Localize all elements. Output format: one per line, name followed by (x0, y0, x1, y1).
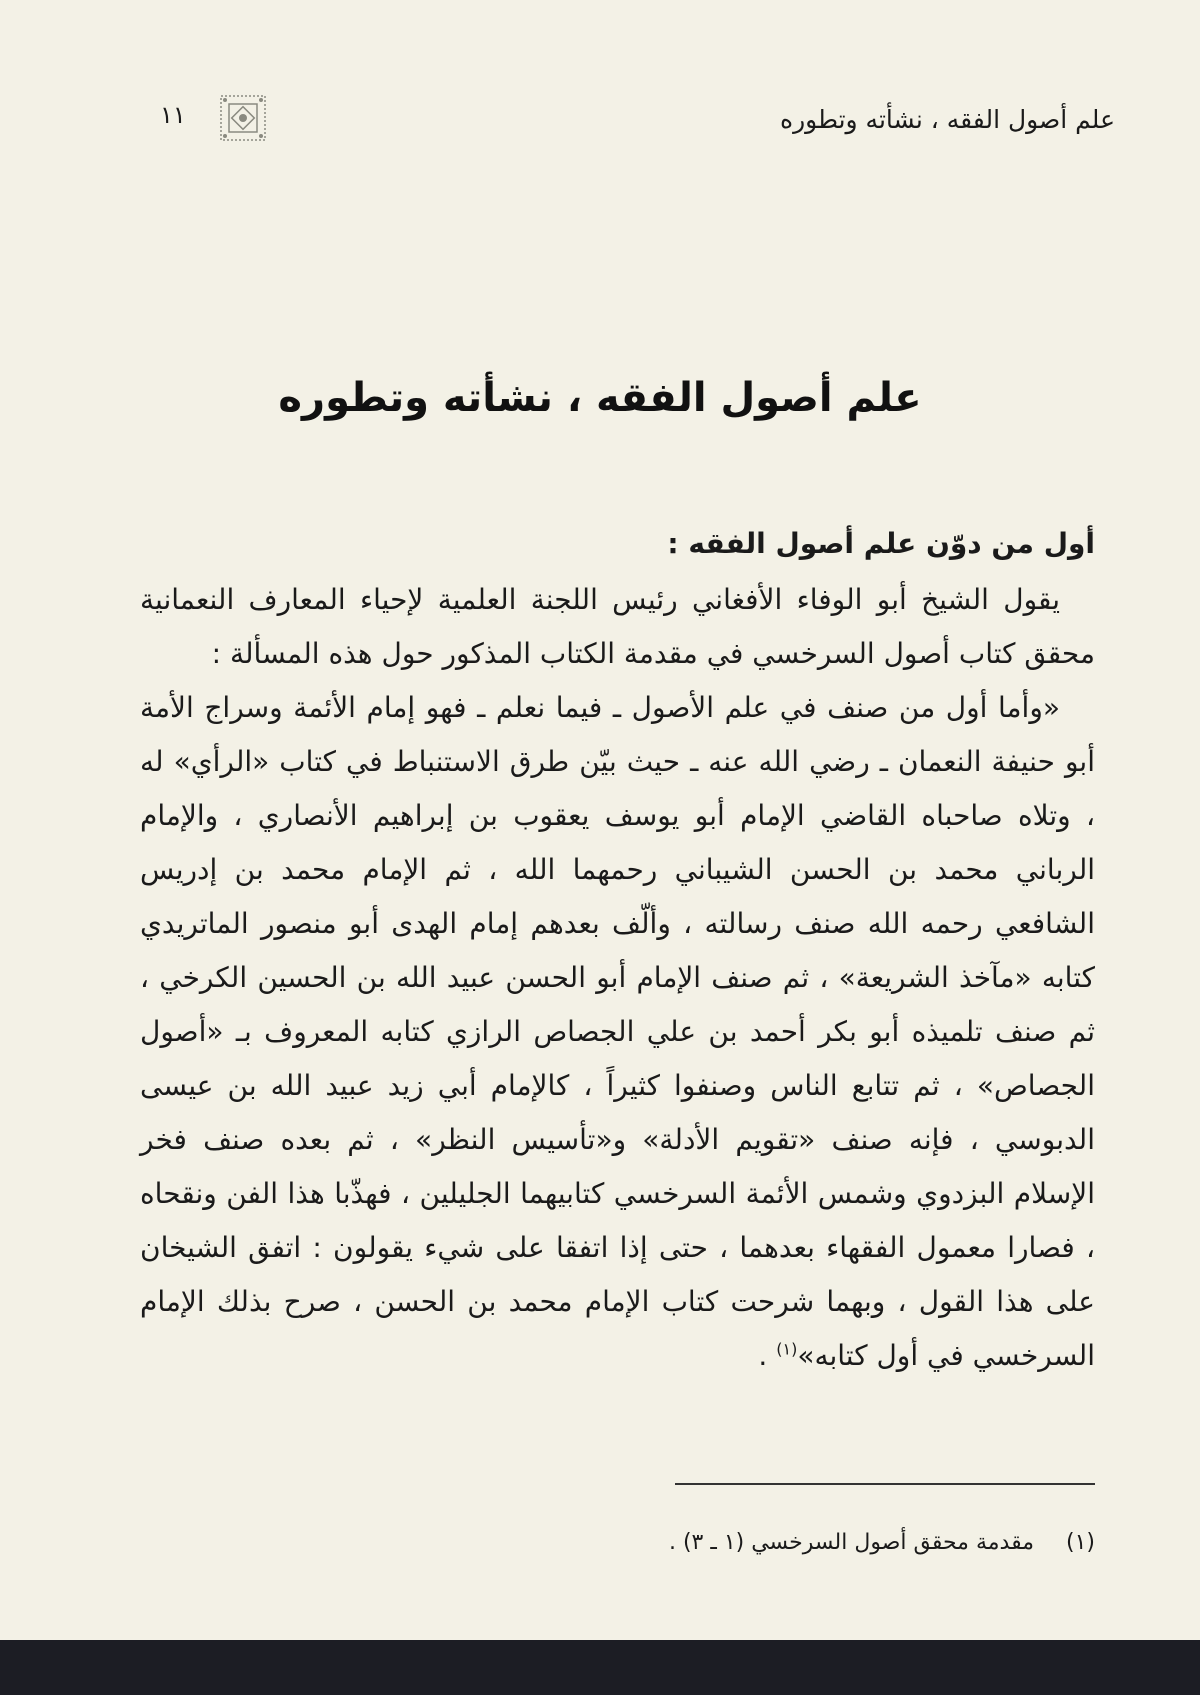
footnote (140, 1530, 1095, 1555)
quote-text: «وأما أول من صنف في علم الأصول ـ فيما نعلم ـ فهو إمام الأئمة وسراج الأمة أبو حنيفة النعمان ـ رضي الله عنه ـ حيث بيّن طرق الاستنباط في كتاب «الرأي» له ، وتلاه صاحباه القاضي الإمام أبو يوسف يعقوب بن إبراهيم الأنصاري ، والإمام الرباني محمد بن الحسن الشيباني رحمهما الله ، ثم الإمام محمد بن إدريس الشافعي رحمه الله صنف رسالته ، وألّف بعدهم إمام الهدى أبو منصور الماتريدي كتابه «مآخذ الشريعة» ، ثم صنف الإمام أبو الحسن عبيد الله بن الحسين الكرخي ، ثم صنف تلميذه أبو بكر أحمد بن علي الجصاص الرازي كتابه المعروف بـ «أصول الجصاص» ، ثم تتابع الناس وصنفوا كثيراً ، كالإمام أبي زيد عبيد الله بن عيسى الدبوسي ، فإنه صنف «تقويم الأدلة» و«تأسيس النظر» ، ثم بعده صنف فخر الإسلام البزدوي وشمس الأئمة السرخسي كتابيهما الجليلين ، فهذّبا هذا الفن ونقحاه ، فصارا معمول الفقهاء بعدهما ، حتى إذا اتفقا على شيء يقولون : اتفق الشيخان على هذا القول ، وبهما شرحت كتاب الإمام محمد بن الحسن ، صرح بذلك الإمام السرخسي في أول كتابه» (140, 691, 1095, 1372)
quote-paragraph (140, 681, 1095, 1383)
running-title: علم أصول الفقه ، نشأته وتطوره (779, 105, 1115, 134)
chapter-title: علم أصول الفقه ، نشأته وتطوره (278, 375, 922, 421)
scan-bottom-edge (0, 1640, 1200, 1695)
footnote-text: مقدمة محقق أصول السرخسي (١ ـ ٣) . (668, 1530, 1034, 1555)
running-header (140, 95, 1115, 145)
footnote-divider (675, 1483, 1095, 1485)
decorative-ornament-icon (220, 95, 266, 141)
footnote-number: (١) (1065, 1530, 1095, 1555)
quote-end: . (758, 1339, 777, 1372)
page-number: ١١ (160, 101, 186, 129)
section-subheading: أول من دوّن علم أصول الفقه : (667, 527, 1095, 560)
body-text (140, 515, 1095, 1383)
intro-paragraph: يقول الشيخ أبو الوفاء الأفغاني رئيس اللجنة العلمية لإحياء المعارف النعمانية محقق كتاب أصول السرخسي في مقدمة الكتاب المذكور حول هذه المسألة : (140, 583, 1095, 670)
footnote-reference: (١) (776, 1339, 798, 1359)
